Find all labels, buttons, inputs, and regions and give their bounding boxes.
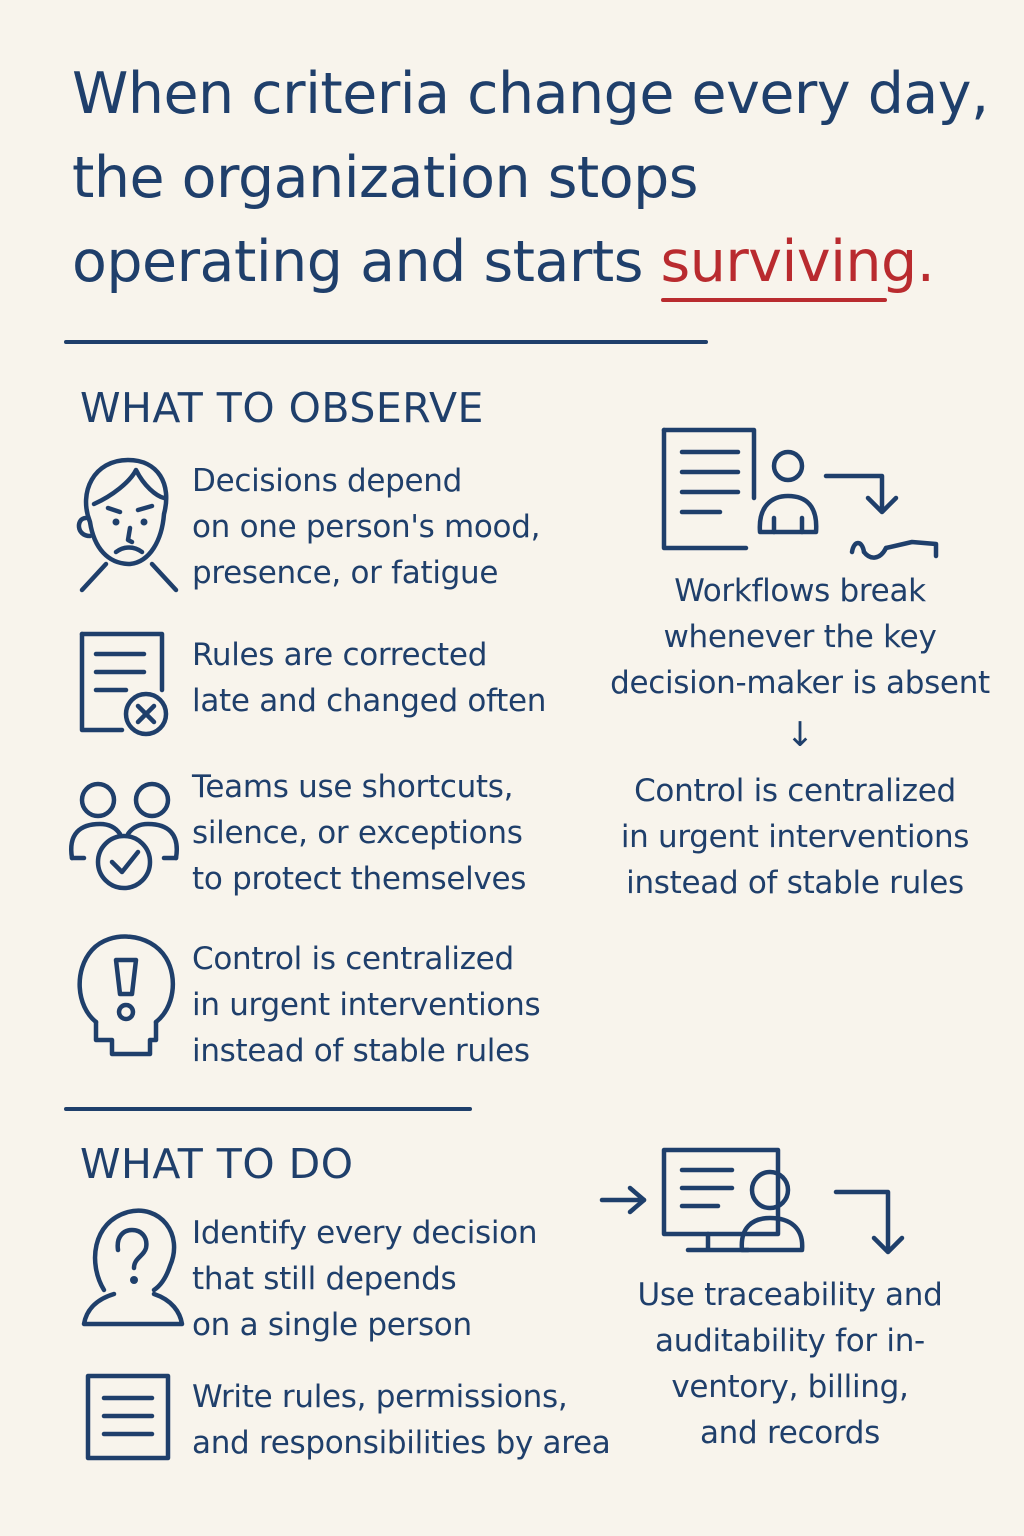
headline-suffix: . [916, 229, 935, 295]
headline [72, 52, 1002, 304]
list-document-icon [84, 1372, 174, 1464]
traceability-icon [598, 1144, 922, 1274]
observe-side-text-2: Control is centralized in urgent interventions instead of stable rules [620, 773, 970, 901]
todo-side-text: Use traceability and auditability for in- ventory, billing, and records [637, 1277, 943, 1451]
headline-accent: surviving [661, 220, 917, 304]
observe-item-4: Control is centralized in urgent interventions instead of stable rules [192, 941, 541, 1069]
workflow-icon [660, 426, 942, 576]
headline-line-2: the organization stops [72, 145, 698, 211]
question-person-icon [80, 1204, 184, 1328]
observe-side-text-1: Workflows break whenever the key decision-maker is absent [610, 573, 990, 701]
observe-item-1: Decisions depend on one person's mood, presence, or fatigue [192, 463, 541, 591]
headline-line-3-prefix: operating and starts [72, 229, 661, 295]
divider-top [64, 340, 708, 344]
section-title-observe: WHAT TO OBSERVE [80, 384, 484, 432]
todo-item-2: Write rules, permissions, and responsibilities by area [192, 1379, 611, 1461]
headline-line-1: When criteria change every day, [72, 61, 989, 127]
headline-line-3 [72, 220, 1002, 304]
document-error-icon [78, 630, 174, 738]
alert-head-icon [74, 930, 178, 1058]
down-arrow-icon: ↓ [785, 715, 815, 755]
team-check-icon [66, 776, 182, 894]
todo-item-1: Identify every decision that still depends on a single person [192, 1215, 538, 1343]
observe-item-2: Rules are corrected late and changed often [192, 637, 547, 719]
worried-person-icon [72, 452, 180, 594]
section-title-todo: WHAT TO DO [80, 1140, 354, 1188]
observe-item-3: Teams use shortcuts, silence, or exceptions to protect themselves [192, 769, 527, 897]
divider-middle [64, 1107, 472, 1111]
